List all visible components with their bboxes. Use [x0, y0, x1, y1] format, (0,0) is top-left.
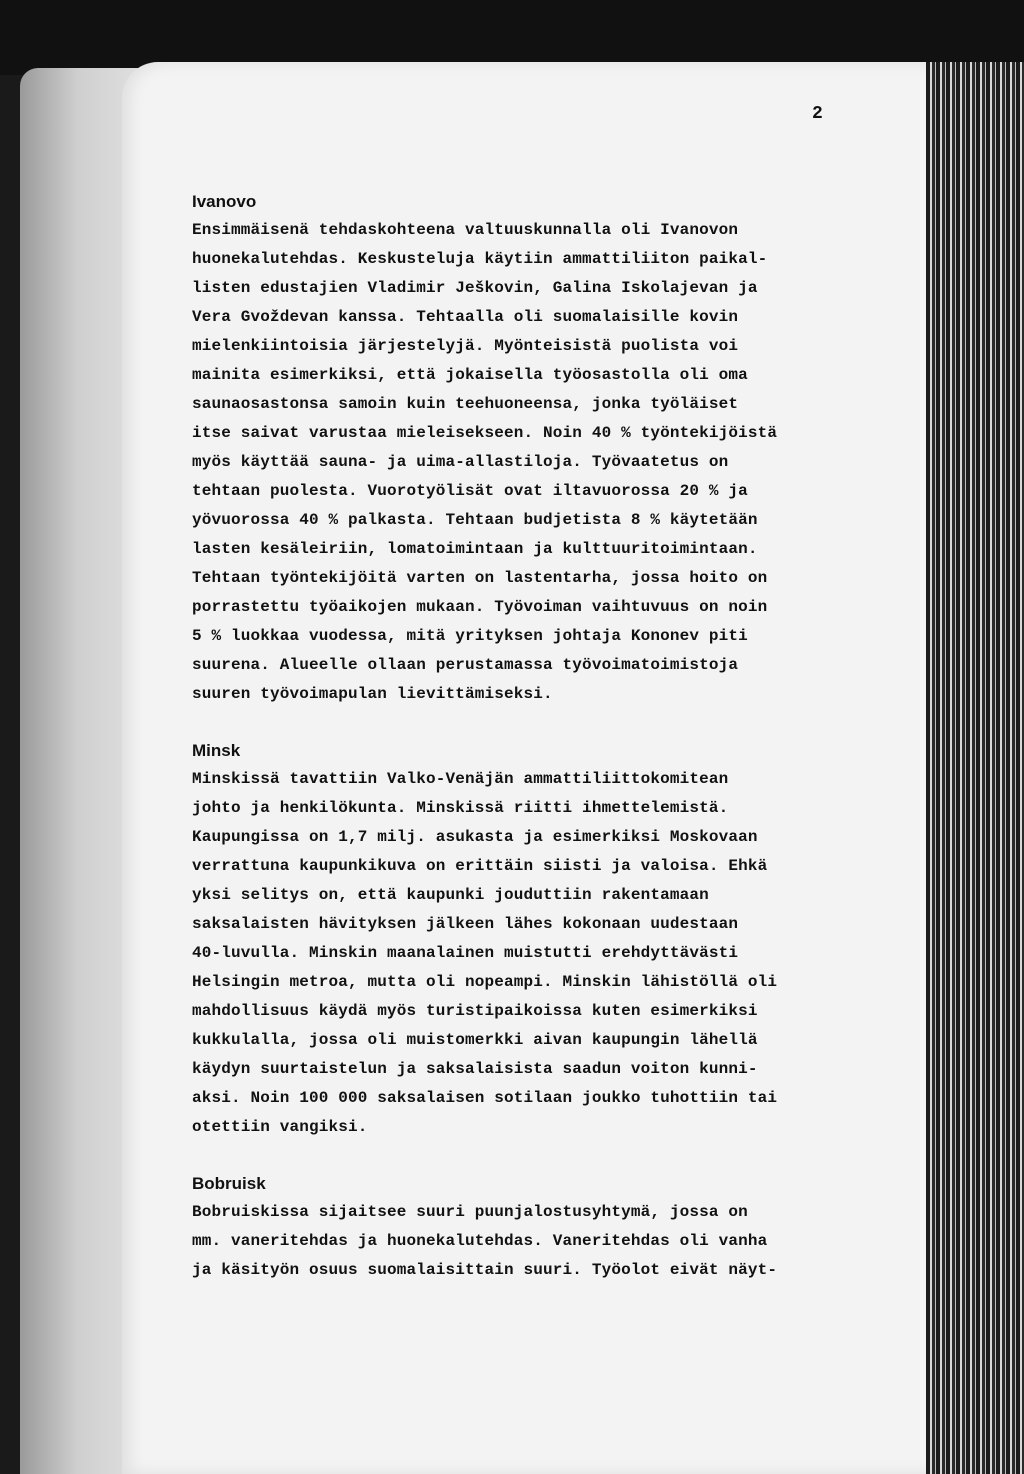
text-line: listen edustajien Vladimir Ješkovin, Galina Iskolajevan ja [192, 279, 758, 297]
page-stack-edge [926, 62, 1024, 1474]
text-line: Helsingin metroa, mutta oli nopeampi. Minskin lähistöllä oli [192, 973, 778, 991]
text-line: kukkulalla, jossa oli muistomerkki aivan kaupungin lähellä [192, 1031, 758, 1049]
text-line: itse saivat varustaa mieleisekseen. Noin 40 % työntekijöistä [192, 424, 778, 442]
text-line: Ensimmäisenä tehdaskohteena valtuuskunnalla oli Ivanovon [192, 221, 739, 239]
text-line: ja käsityön osuus suomalaisittain suuri. Työolot eivät näyt- [192, 1261, 778, 1279]
text-line: käydyn suurtaistelun ja saksalaisista saadun voiton kunni- [192, 1060, 758, 1078]
document-body [192, 188, 852, 1313]
section-heading: Minsk [192, 741, 241, 760]
text-line: mielenkiintoisia järjestelyjä. Myönteisistä puolista voi [192, 337, 739, 355]
text-line: suurena. Alueelle ollaan perustamassa työvoimatoimistoja [192, 656, 739, 674]
text-line: 5 % luokkaa vuodessa, mitä yrityksen johtaja Kononev piti [192, 627, 748, 645]
text-line: Minskissä tavattiin Valko-Venäjän ammattiliittokomitean [192, 770, 729, 788]
section-ivanovo [192, 188, 852, 709]
section-minsk [192, 737, 852, 1142]
section-heading: Bobruisk [192, 1174, 266, 1193]
text-line: saksalaisten hävityksen jälkeen lähes kokonaan uudestaan [192, 915, 739, 933]
text-line: tehtaan puolesta. Vuorotyölisät ovat iltavuorossa 20 % ja [192, 482, 748, 500]
section-heading: Ivanovo [192, 192, 257, 211]
text-line: lasten kesäleiriin, lomatoimintaan ja kulttuuritoimintaan. [192, 540, 758, 558]
text-line: otettiin vangiksi. [192, 1118, 368, 1136]
text-line: suuren työvoimapulan lievittämiseksi. [192, 685, 553, 703]
section-bobruisk [192, 1170, 852, 1285]
text-line: Kaupungissa on 1,7 milj. asukasta ja esimerkiksi Moskovaan [192, 828, 758, 846]
text-line: johto ja henkilökunta. Minskissä riitti ihmettelemistä. [192, 799, 729, 817]
text-line: yövuorossa 40 % palkasta. Tehtaan budjetista 8 % käytetään [192, 511, 758, 529]
text-line: mahdollisuus käydä myös turistipaikoissa kuten esimerkiksi [192, 1002, 758, 1020]
text-line: mm. vaneritehdas ja huonekalutehdas. Vaneritehdas oli vanha [192, 1232, 768, 1250]
text-line: yksi selitys on, että kaupunki jouduttiin rakentamaan [192, 886, 709, 904]
page-number: 2 [812, 104, 823, 124]
text-line: huonekalutehdas. Keskusteluja käytiin ammattiliiton paikal- [192, 250, 768, 268]
text-line: mainita esimerkiksi, että jokaisella työosastolla oli oma [192, 366, 748, 384]
text-line: Tehtaan työntekijöitä varten on lastentarha, jossa hoito on [192, 569, 768, 587]
text-line: 40-luvulla. Minskin maanalainen muistutti erehdyttävästi [192, 944, 739, 962]
text-line: porrastettu työaikojen mukaan. Työvoiman vaihtuvuus on noin [192, 598, 768, 616]
text-line: aksi. Noin 100 000 saksalaisen sotilaan joukko tuhottiin tai [192, 1089, 778, 1107]
text-line: saunaosastonsa samoin kuin teehuoneensa, jonka työläiset [192, 395, 739, 413]
text-line: verrattuna kaupunkikuva on erittäin siisti ja valoisa. Ehkä [192, 857, 768, 875]
text-line: Vera Gvoždevan kanssa. Tehtaalla oli suomalaisille kovin [192, 308, 739, 326]
text-line: Bobruiskissa sijaitsee suuri puunjalostusyhtymä, jossa on [192, 1203, 748, 1221]
text-line: myös käyttää sauna- ja uima-allastiloja. Työvaatetus on [192, 453, 729, 471]
